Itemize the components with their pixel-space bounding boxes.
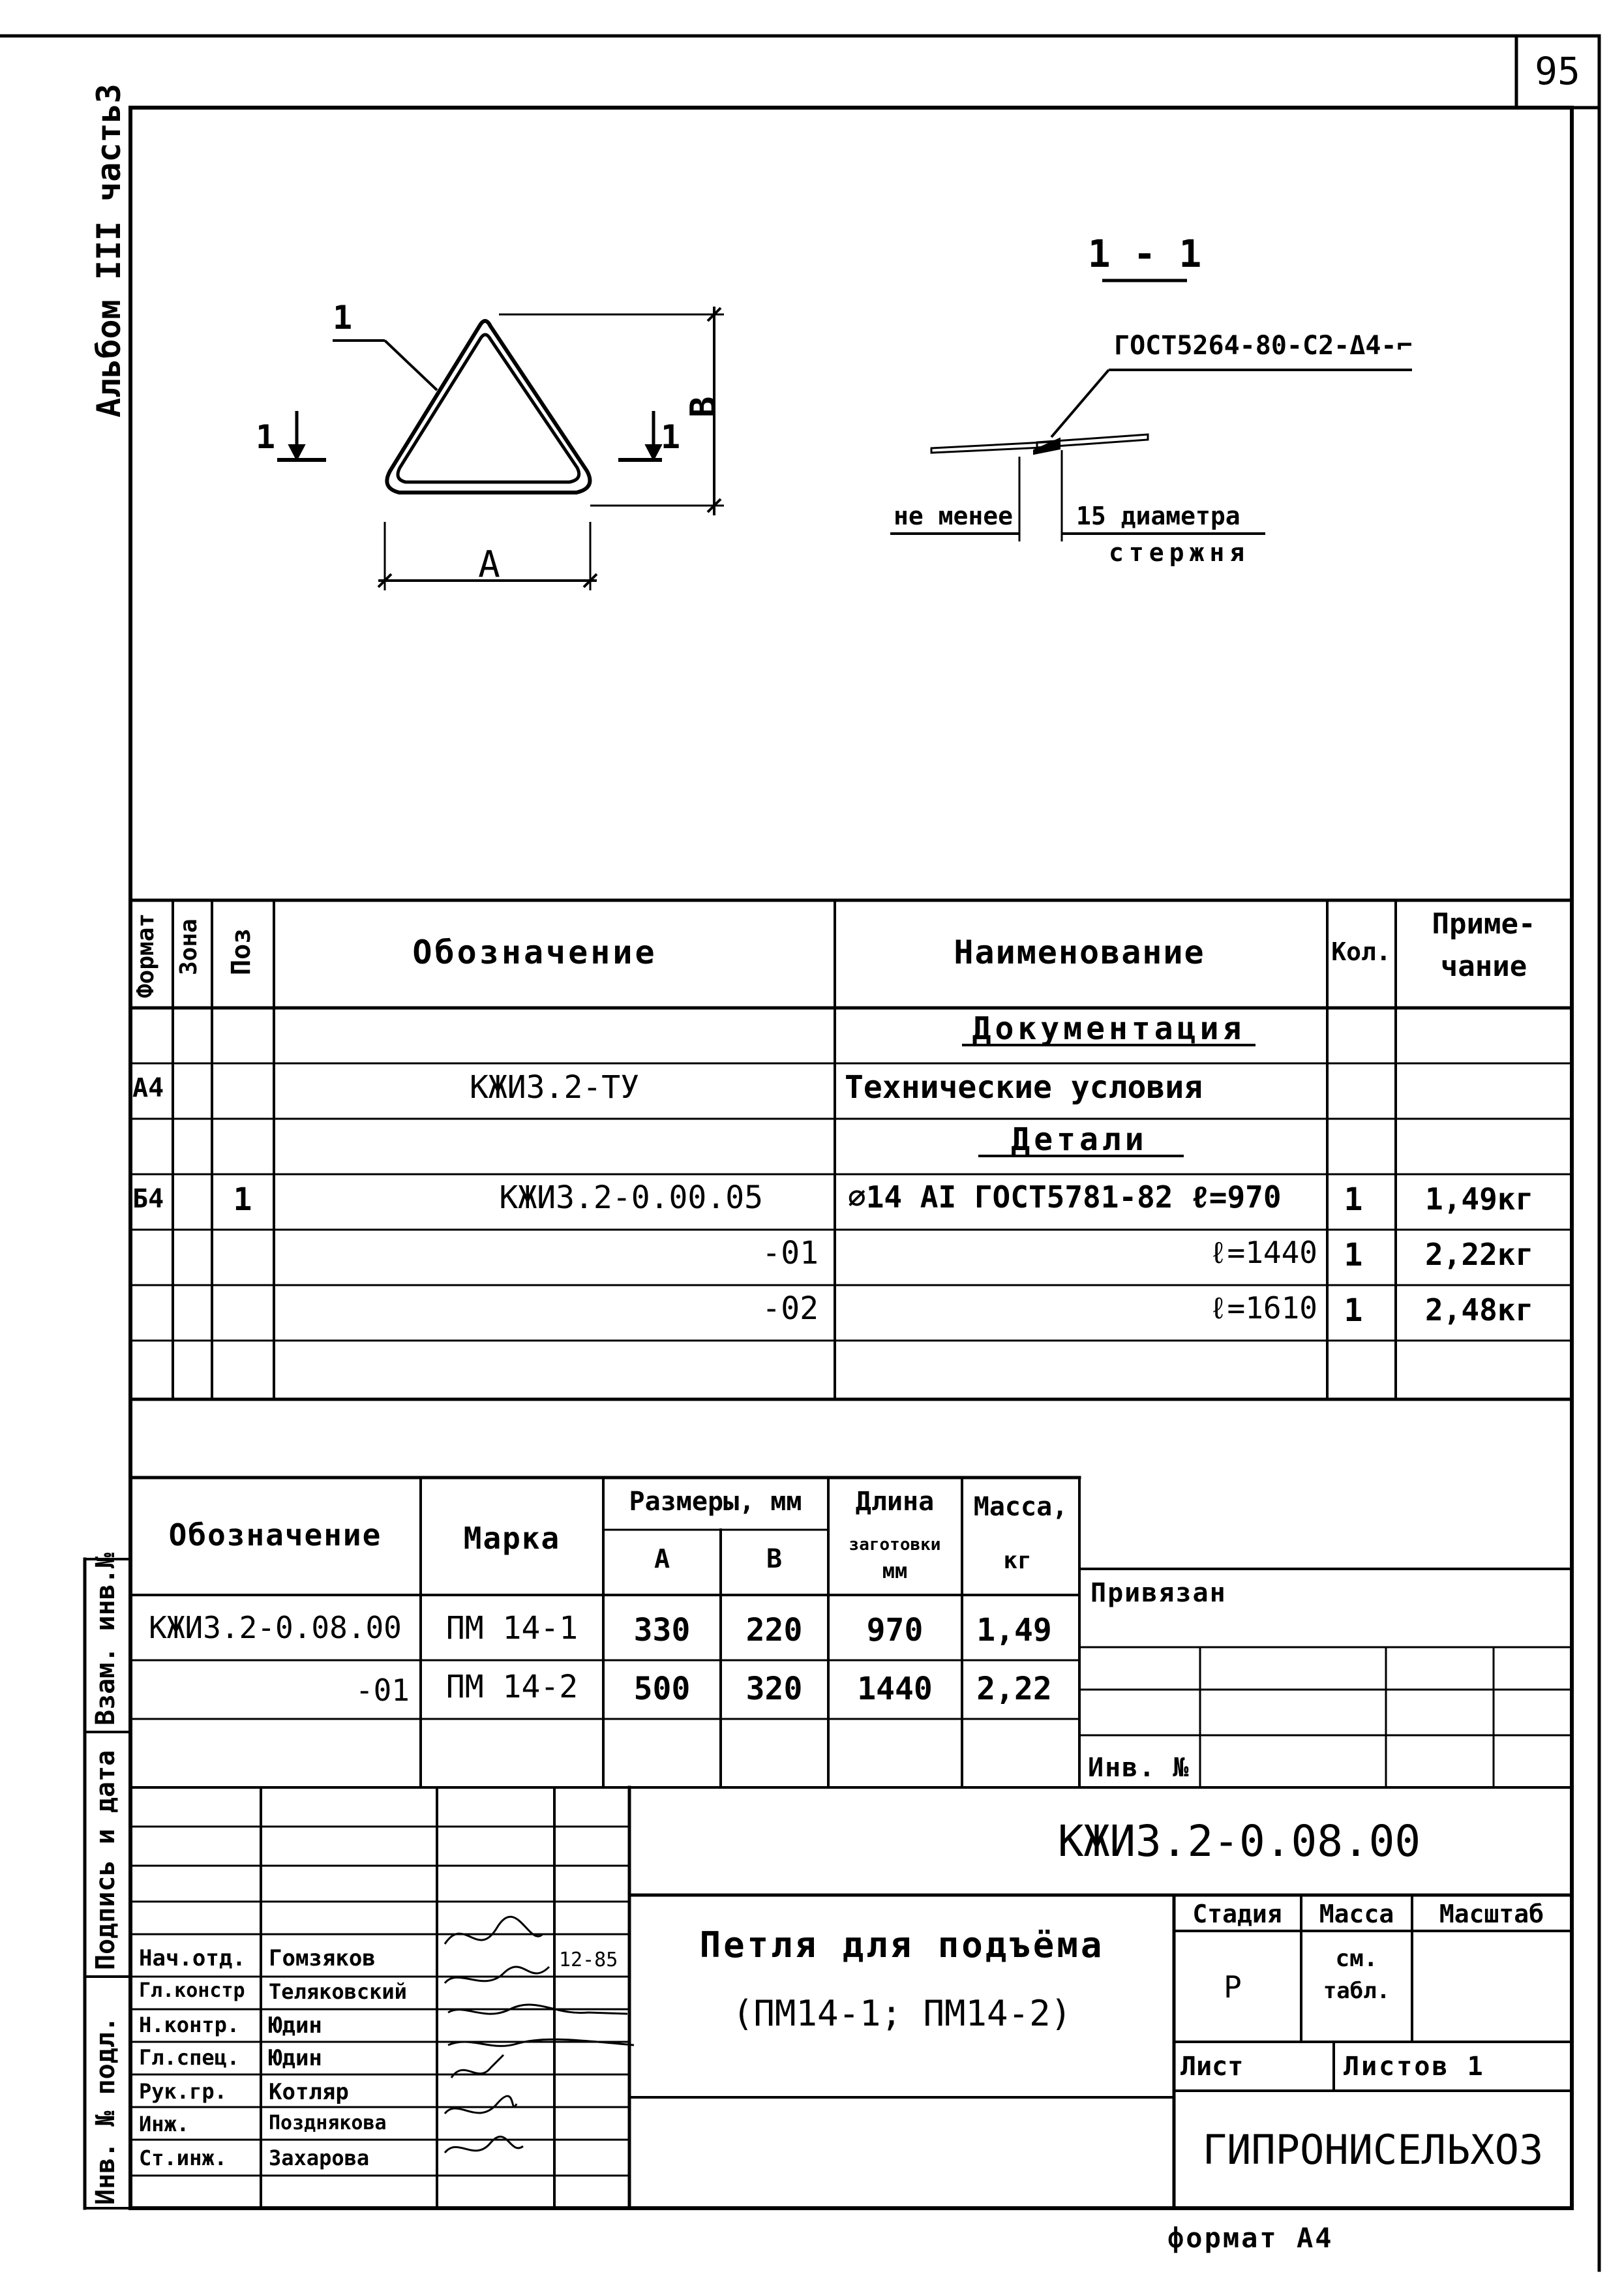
title-line-1: Петля для подъёма (699, 1924, 1105, 1966)
staff-role: Гл.спец. (139, 2045, 240, 2070)
signature-2 (445, 1967, 549, 1983)
pos-label: 1 (333, 299, 353, 337)
spec-header-name: Наименование (954, 934, 1205, 971)
marks-row-b: 220 (745, 1612, 803, 1648)
spec-section-docs: Документация (972, 1010, 1246, 1047)
spec-row-name: ℓ=1610 (1209, 1290, 1317, 1326)
format-footer: формат А4 (1167, 2222, 1334, 2254)
cut-mark-right-label: 1 (661, 418, 681, 456)
marks-row-mass: 2,22 (976, 1671, 1052, 1707)
cut-mark-left-arrowhead (289, 445, 305, 460)
approval-date: 12-85 (559, 1949, 618, 1971)
staff-role: Гл.констр (139, 1979, 245, 2002)
marks-row-length: 1440 (857, 1671, 933, 1707)
mass-value-1: см. (1335, 1945, 1378, 1972)
min-note-right: 15 диаметра (1076, 502, 1241, 530)
spec-header-pos: Поз (226, 928, 256, 975)
spec-header-designation: Обозначение (412, 934, 657, 971)
spec-row-name: ℓ=1440 (1209, 1235, 1317, 1270)
spec-row-format: А4 (132, 1073, 164, 1103)
marks-header-designation: Обозначение (168, 1517, 382, 1553)
staff-name: Юдин (269, 2012, 322, 2039)
spec-row-designation: КЖИ3.2-0.00.05 (499, 1179, 763, 1216)
marks-header-a: А (654, 1544, 670, 1574)
spec-section-details: Детали (1011, 1121, 1148, 1158)
spec-row-name: ⌀14 АI ГОСТ5781-82 ℓ=970 (848, 1179, 1282, 1215)
spec-row-format: Б4 (132, 1184, 164, 1214)
signature-4 (448, 2039, 634, 2046)
staff-name: Захарова (269, 2146, 370, 2170)
marks-header-mark: Марка (463, 1521, 561, 1556)
signature-6 (445, 2096, 517, 2114)
title-line-2: (ПМ14-1; ПМ14-2) (732, 1993, 1072, 2034)
signature-3 (448, 2005, 627, 2014)
margin-inv-orig: Инв. № подл. (91, 2016, 121, 2205)
staff-name: Юдин (269, 2045, 322, 2071)
weld-code-leader (1051, 370, 1109, 437)
staff-role: Нач.отд. (139, 1945, 246, 1971)
loop-inner-outline (398, 335, 579, 482)
staff-role: Ст.инж. (139, 2146, 227, 2170)
signature-scribbles (438, 1889, 634, 2176)
spec-row-qty: 1 (1344, 1292, 1363, 1329)
staff-name: Позднякова (269, 2112, 387, 2134)
min-note-left: не менее (894, 502, 1014, 530)
marks-header-length-2: заготовки (849, 1535, 941, 1555)
spec-row-pos: 1 (233, 1181, 252, 1218)
page-number: 95 (1535, 49, 1580, 93)
margin-sign-date: Подпись и дата (91, 1750, 121, 1970)
marks-row-a: 500 (633, 1671, 691, 1707)
marks-row-b: 320 (745, 1671, 803, 1707)
document-code: КЖИ3.2-0.08.00 (1057, 1816, 1421, 1866)
spec-row-qty: 1 (1344, 1181, 1363, 1218)
staff-role: Н.контр. (139, 2012, 240, 2037)
staff-role: Рук.гр. (139, 2079, 227, 2104)
spec-row-note: 1,49кг (1425, 1181, 1534, 1217)
spec-header-zone: Зона (175, 919, 202, 975)
sheets-label: Листов 1 (1344, 2052, 1485, 2082)
signature-1 (445, 1917, 543, 1944)
marks-row-mass: 1,49 (976, 1612, 1052, 1648)
spec-row-note: 2,22кг (1425, 1237, 1534, 1272)
min-note-line2: стержня (1109, 538, 1250, 567)
margin-vzam-inv: Взам. инв.№ (91, 1553, 121, 1725)
spec-row-qty: 1 (1344, 1237, 1363, 1273)
marks-header-length-1: Длина (855, 1487, 935, 1517)
cut-mark-left-label: 1 (256, 418, 276, 456)
binding-title: Привязан (1090, 1578, 1227, 1608)
signature-7 (445, 2136, 523, 2153)
marks-row-mark: ПМ 14-1 (445, 1610, 579, 1647)
loop-outer-outline (387, 321, 590, 493)
spec-header-note-1: Приме- (1432, 907, 1536, 941)
marks-row-length: 970 (866, 1612, 924, 1648)
dim-a-label: А (478, 543, 500, 586)
spec-header-format: Формат (132, 913, 159, 998)
cut-mark-right-arrowhead (646, 445, 661, 460)
signature-5 (451, 2055, 504, 2078)
marks-header-length-3: мм (882, 1558, 908, 1583)
mass-value-2: табл. (1323, 1978, 1391, 2004)
spec-header-note-2: чание (1440, 950, 1527, 983)
stage-label: Стадия (1192, 1900, 1282, 1928)
sheet-label: Лист (1180, 2052, 1244, 2082)
marks-row-designation: КЖИ3.2-0.08.00 (149, 1610, 402, 1645)
marks-header-mass-2: кг (1003, 1547, 1032, 1574)
marks-row-a: 330 (633, 1612, 691, 1648)
spec-row-name: Технические условия (845, 1069, 1203, 1106)
marks-header-mass-1: Масса, (973, 1492, 1068, 1522)
section-title: 1 - 1 (1087, 232, 1202, 276)
staff-name: Теляковский (269, 1979, 407, 2004)
pos-leader-line (385, 341, 437, 390)
spec-row-designation: -01 (762, 1235, 819, 1271)
album-label: Альбом III часть3 (90, 84, 128, 418)
spec-row-designation: -02 (762, 1290, 819, 1327)
loop-drawing (277, 307, 724, 590)
stage-value: Р (1224, 1969, 1242, 2005)
marks-row-mark: ПМ 14-2 (445, 1669, 579, 1705)
spec-header-qty: Кол. (1331, 937, 1391, 966)
staff-role: Инж. (139, 2112, 190, 2136)
scale-label: Масштаб (1439, 1900, 1544, 1928)
organization: ГИПРОНИСЕЛЬХОЗ (1202, 2126, 1544, 2174)
binding-inv-no: Инв. № (1088, 1753, 1190, 1783)
spec-row-note: 2,48кг (1425, 1292, 1534, 1328)
dim-b-label: В (683, 396, 724, 418)
spec-row-designation: КЖИ3.2-ТУ (469, 1069, 640, 1106)
weld-code: ГОСТ5264-80-С2-Δ4-⌐ (1114, 331, 1413, 361)
staff-name: Гомзяков (269, 1945, 376, 1971)
staff-name: Котляр (269, 2079, 349, 2105)
marks-row-designation: -01 (355, 1673, 410, 1708)
marks-header-sizes: Размеры, мм (629, 1487, 802, 1517)
marks-header-b: В (766, 1544, 783, 1574)
mass-label: Масса (1319, 1900, 1394, 1928)
